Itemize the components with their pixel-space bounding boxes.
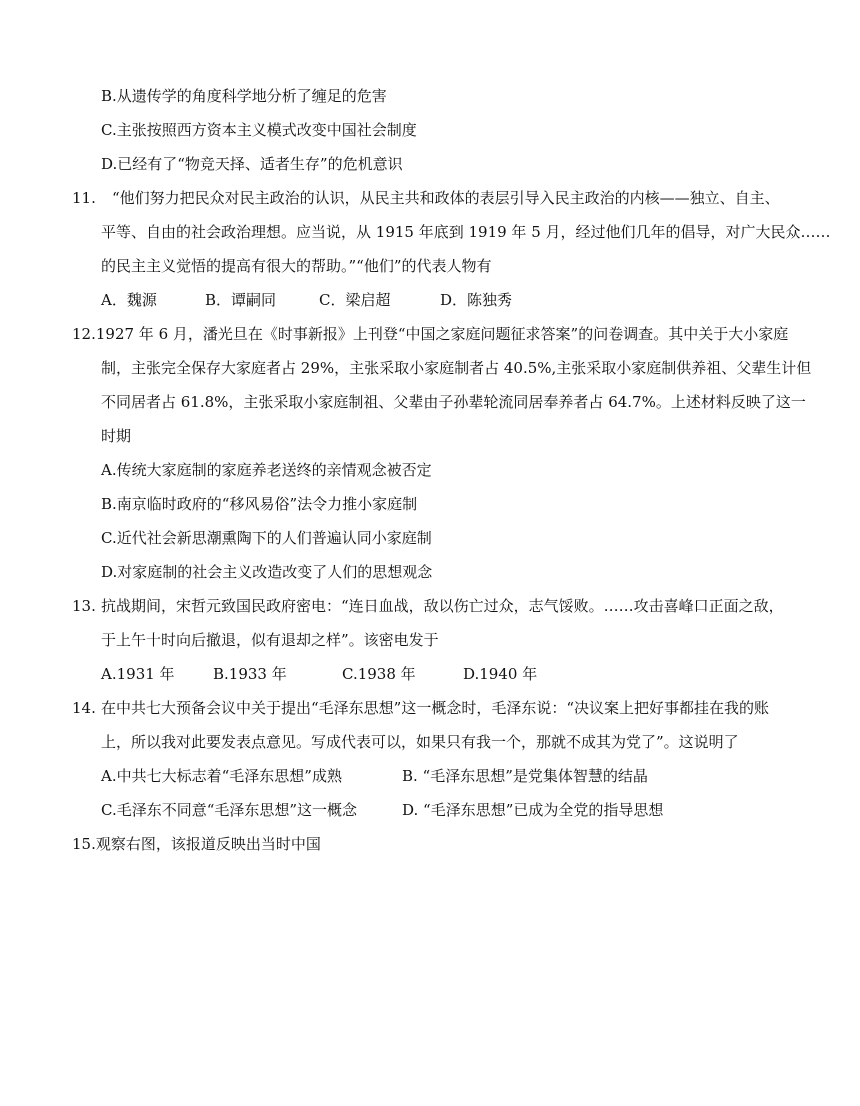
q14-stem-line-1: 在中共七大预备会议中关于提出“毛泽东思想”这一概念时，毛泽东说：“决议案上把好事都挂在我的账	[101, 699, 770, 717]
q12-stem-line-3: 不同居者占 61.8%，主张采取小家庭制祖、父辈由子孙辈轮流同居奉养者占 64.7%。上述材料反映了这一	[101, 393, 806, 411]
q14-option-a: A.中共七大标志着“毛泽东思想”成熟	[101, 767, 342, 785]
q14-number: 14.	[72, 699, 96, 717]
q11-option-d: D．陈独秀	[440, 291, 513, 309]
q14-option-b: B. “毛泽东思想”是党集体智慧的结晶	[402, 767, 648, 785]
q13-stem-line-2: 于上午十时向后撤退，似有退却之样”。该密电发于	[101, 631, 439, 649]
q12-option-b: B.南京临时政府的“移风易俗”法令力推小家庭制	[101, 495, 418, 513]
q13-option-b: B.1933 年	[213, 665, 287, 683]
q12-option-c: C.近代社会新思潮熏陶下的人们普遍认同小家庭制	[101, 529, 432, 547]
q14-option-c: C.毛泽东不同意“毛泽东思想”这一概念	[101, 801, 358, 819]
q13-stem-line-1: 抗战期间，宋哲元致国民政府密电：“连日血战，敌以伤亡过众，志气馁败。……攻击喜峰口正面之敌，	[101, 597, 784, 615]
q10-option-c: C.主张按照西方资本主义模式改变中国社会制度	[101, 121, 417, 139]
q14-options-row-1	[0, 766, 860, 786]
q12-stem-line-4: 时期	[101, 427, 132, 445]
q12-option-d: D.对家庭制的社会主义改造改变了人们的思想观念	[101, 563, 433, 581]
q11-option-b: B．谭嗣同	[205, 291, 277, 309]
q11-option-c: C．梁启超	[319, 291, 391, 309]
q13-option-a: A.1931 年	[101, 665, 175, 683]
q12-stem-line-1: 12.1927 年 6 月，潘光旦在《时事新报》上刊登“中国之家庭问题征求答案”的问卷调查。其中关于大小家庭	[72, 325, 789, 343]
q11-number: 11.	[72, 189, 96, 207]
q13-option-c: C.1938 年	[342, 665, 416, 683]
q15-stem-line-1: 15.观察右图，该报道反映出当时中国	[72, 835, 321, 853]
q14-stem-line-2: 上，所以我对此要发表点意见。写成代表可以，如果只有我一个，那就不成其为党了”。这说明了	[101, 733, 739, 751]
q10-option-b: B.从遗传学的角度科学地分析了缠足的危害	[101, 87, 387, 105]
q14-option-d: D. “毛泽东思想”已成为全党的指导思想	[402, 801, 664, 819]
q14-options-row-2	[0, 800, 860, 820]
q13-option-d: D.1940 年	[463, 665, 538, 683]
q11-stem-line-3: 的民主主义觉悟的提高有很大的帮助。”“他们”的代表人物有	[101, 257, 492, 275]
q11-options	[0, 290, 860, 310]
q13-number: 13.	[72, 597, 96, 615]
q11-option-a: A．魏源	[101, 291, 157, 309]
q11-stem-line-2: 平等、自由的社会政治理想。应当说，从 1915 年底到 1919 年 5 月，经过他们几年的倡导，对广大民众……	[101, 223, 831, 241]
q10-option-d: D.已经有了“物竞天择、适者生存”的危机意识	[101, 155, 403, 173]
q13-options	[0, 664, 860, 684]
q12-option-a: A.传统大家庭制的家庭养老送终的亲情观念被否定	[101, 461, 432, 479]
q11-stem-line-1: “他们努力把民众对民主政治的认识，从民主共和政体的表层引导入民主政治的内核——独立、自主、	[112, 189, 780, 207]
q12-stem-line-2: 制，主张完全保存大家庭者占 29%，主张采取小家庭制者占 40.5%,主张采取小家庭制供养祖、父辈生计但	[101, 359, 812, 377]
